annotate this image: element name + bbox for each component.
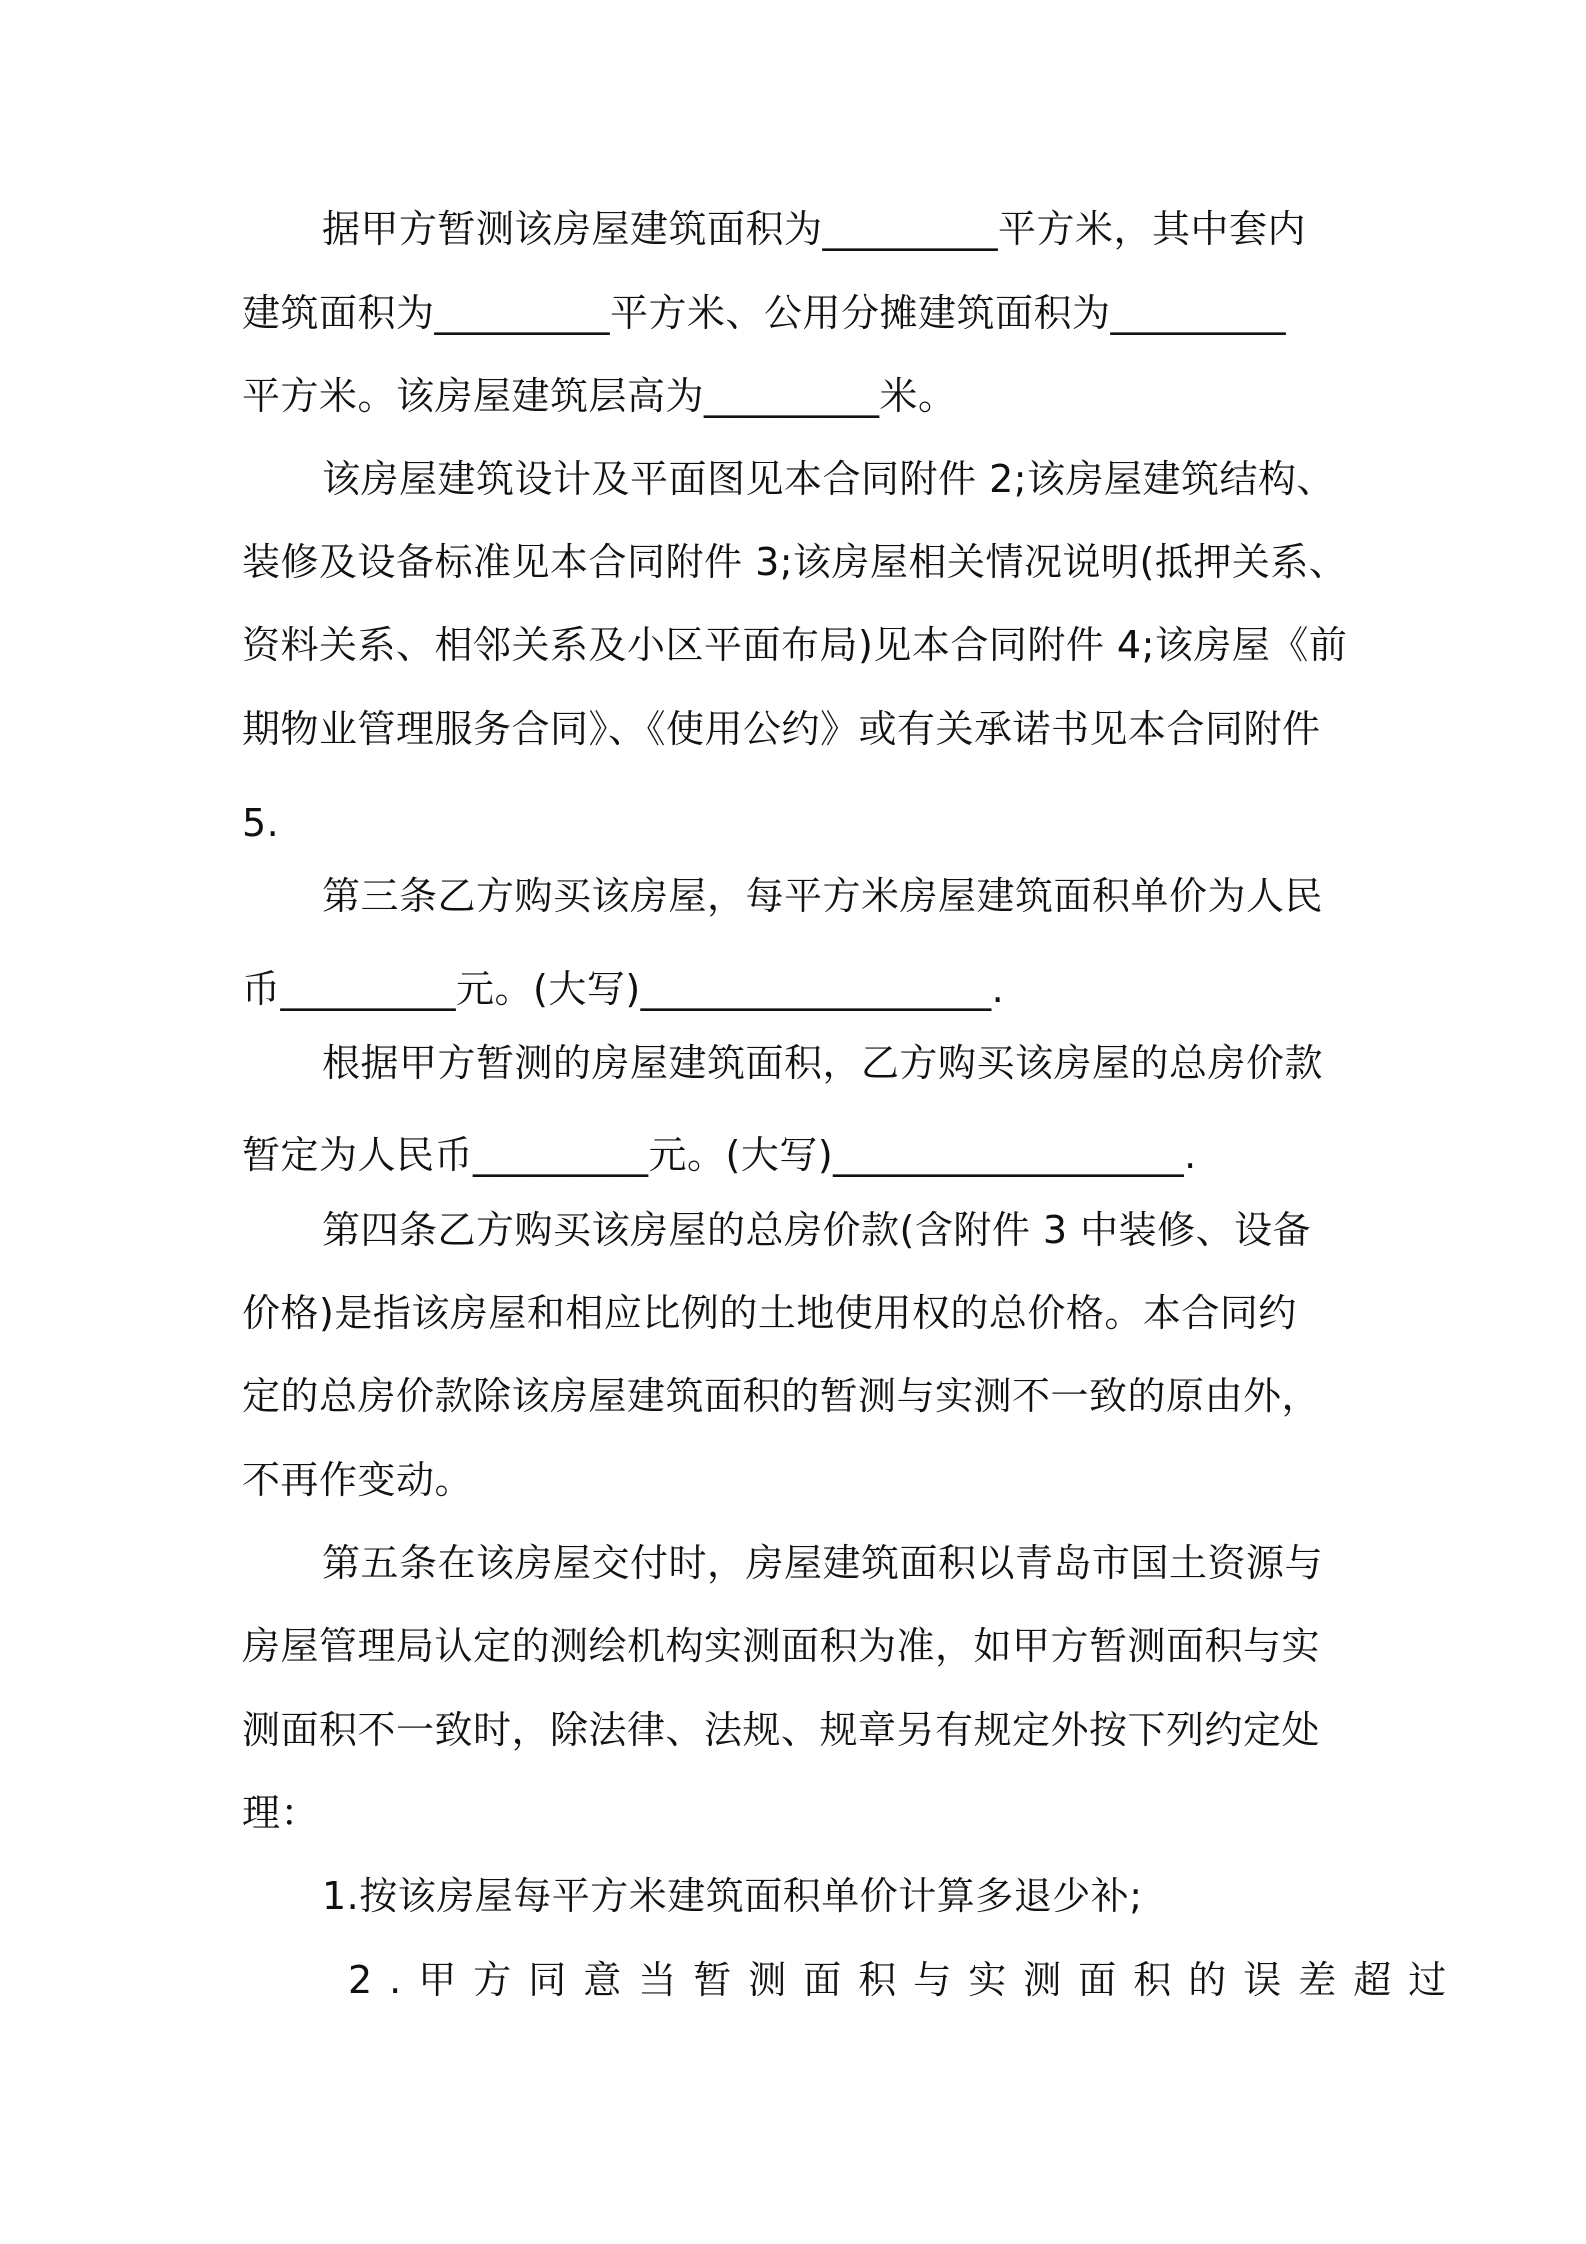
paragraph-line: 不再作变动。 [242, 1458, 474, 1502]
paragraph-line: 测面积不一致时，除法律、法规、规章另有规定外按下列约定处 [242, 1708, 1321, 1752]
paragraph-line: 该房屋建筑设计及平面图见本合同附件 2;该房屋建筑结构、 [322, 457, 1336, 501]
paragraph-line: 第四条乙方购买该房屋的总房价款(含附件 3 中装修、设备 [322, 1208, 1312, 1252]
paragraph-line: 建筑面积为_________平方米、公用分摊建筑面积为_________ [242, 291, 1287, 335]
paragraph-line: 第三条乙方购买该房屋，每平方米房屋建筑面积单价为人民 [322, 874, 1324, 918]
paragraph-line: 定的总房价款除该房屋建筑面积的暂测与实测不一致的原由外， [242, 1374, 1321, 1418]
paragraph-line: 根据甲方暂测的房屋建筑面积，乙方购买该房屋的总房价款 [322, 1041, 1324, 1085]
paragraph-line: 5. [242, 801, 280, 845]
paragraph-line: 房屋管理局认定的测绘机构实测面积为准，如甲方暂测面积与实 [242, 1624, 1321, 1668]
paragraph-line: 价格)是指该房屋和相应比例的土地使用权的总价格。本合同约 [242, 1291, 1297, 1335]
list-item-line: 2.甲方同意当暂测面积与实测面积的误差超过 [348, 1958, 1464, 2002]
paragraph-line: 装修及设备标准见本合同附件 3;该房屋相关情况说明(抵押关系、 [242, 540, 1348, 584]
paragraph-line: 理： [242, 1791, 320, 1835]
paragraph-line: 币_________元。(大写)__________________. [242, 967, 1005, 1011]
paragraph-line: 据甲方暂测该房屋建筑面积为_________平方米，其中套内 [322, 207, 1307, 251]
paragraph-line: 第五条在该房屋交付时，房屋建筑面积以青岛市国土资源与 [322, 1541, 1324, 1585]
list-item-line: 1.按该房屋每平方米建筑面积单价计算多退少补; [322, 1874, 1143, 1918]
paragraph-line: 资料关系、相邻关系及小区平面布局)见本合同附件 4;该房屋《前 [242, 623, 1348, 667]
paragraph-line: 平方米。该房屋建筑层高为_________米。 [242, 374, 957, 418]
paragraph-line: 期物业管理服务合同》、《使用公约》或有关承诺书见本合同附件 [242, 707, 1321, 751]
paragraph-line: 暂定为人民币_________元。(大写)__________________. [242, 1133, 1197, 1177]
